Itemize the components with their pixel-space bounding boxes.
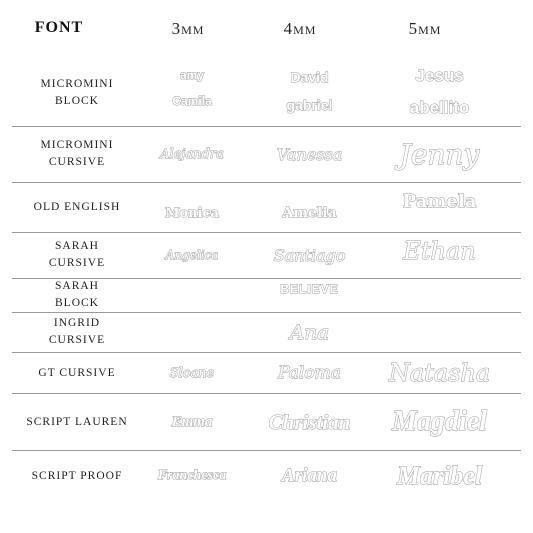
table-row-script-proof — [12, 451, 521, 501]
table-row-sarah-cursive — [12, 233, 521, 277]
font-name-label — [22, 233, 132, 277]
font-name-line: CURSIVE — [48, 334, 106, 346]
size-3mm-header: 3mm — [171, 19, 205, 38]
table-row-old-english — [12, 183, 521, 231]
font-name-line: CURSIVE — [48, 156, 106, 168]
sample-4mm: BELIEVE — [280, 282, 339, 296]
sample-5mm: abellito — [409, 98, 470, 117]
sample-4mm: Christian — [268, 409, 351, 434]
sample-5mm: Jenny — [399, 137, 480, 171]
sample-3mm: Franchesca — [157, 468, 227, 483]
table-row-micromini-cursive — [12, 127, 521, 181]
font-name-line: BLOCK — [55, 95, 99, 107]
table-row-ingrid-cursive — [12, 313, 521, 351]
sample-3mm: Camila — [172, 94, 212, 108]
font-name-line: CURSIVE — [48, 257, 106, 269]
sample-4mm: Ana — [289, 320, 330, 344]
font-name-label — [22, 279, 132, 311]
table-header — [0, 0, 533, 62]
size-5mm-header: 5mm — [408, 19, 442, 38]
sample-4mm: Amelia — [282, 205, 337, 221]
sample-3mm: Alejandra — [160, 146, 224, 162]
font-name-label — [22, 127, 132, 181]
sample-3mm: amy — [179, 68, 205, 82]
font-name-label — [22, 313, 132, 351]
sample-4mm: gabriel — [286, 97, 333, 113]
sample-5mm: Natasha — [388, 359, 491, 387]
sample-5mm: Jesus — [415, 66, 464, 85]
font-name-label — [22, 62, 132, 124]
table-row-micromini-block — [12, 62, 521, 124]
sample-3mm: Angelica — [165, 248, 219, 262]
font-column-header: FONT — [34, 19, 84, 36]
sample-5mm: Magdiel — [392, 406, 487, 437]
font-name-line: INGRID — [53, 317, 101, 329]
font-name-line: MICROMINI — [40, 139, 114, 151]
font-name-label — [22, 394, 132, 450]
table-row-gt-cursive — [12, 353, 521, 393]
font-name-line: SARAH — [55, 280, 99, 292]
font-name-line: SCRIPT LAUREN — [26, 415, 128, 428]
sample-4mm: Santiago — [273, 245, 346, 265]
sample-5mm: Maribel — [396, 461, 483, 490]
table-row-sarah-block — [12, 279, 521, 311]
sample-5mm: Pamela — [402, 190, 477, 212]
sample-4mm: David — [290, 69, 329, 85]
sample-3mm: Sloane — [169, 365, 215, 381]
sample-5mm: Ethan — [403, 237, 476, 265]
table-row-script-lauren — [12, 394, 521, 450]
font-name-label — [22, 353, 132, 393]
sample-3mm: Emma — [171, 413, 213, 430]
sample-4mm: Ariana — [282, 465, 337, 486]
font-name-line: GT CURSIVE — [38, 366, 116, 379]
font-name-label — [22, 451, 132, 501]
font-name-line: OLD ENGLISH — [33, 200, 121, 213]
sample-3mm: Monica — [165, 205, 219, 221]
sample-4mm: Paloma — [278, 363, 341, 383]
font-name-line: MICROMINI — [40, 78, 114, 90]
font-name-line: BLOCK — [55, 297, 99, 309]
font-name-line: SARAH — [55, 240, 99, 252]
sample-4mm: Vanessa — [276, 144, 343, 164]
font-name-line: SCRIPT PROOF — [31, 469, 123, 482]
font-name-label — [22, 183, 132, 231]
size-4mm-header: 4mm — [283, 19, 317, 38]
